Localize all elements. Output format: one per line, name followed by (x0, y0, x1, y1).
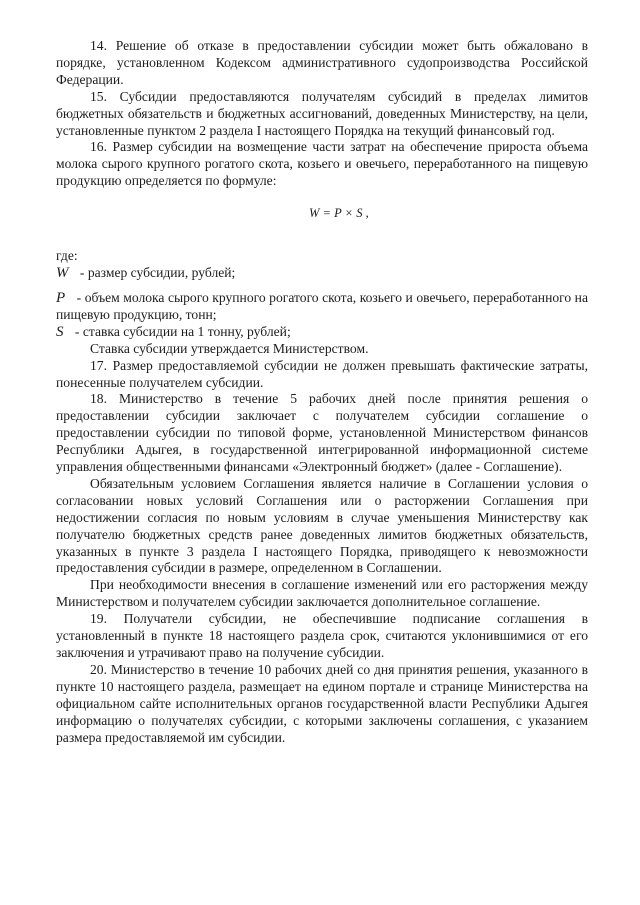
paragraph-17: 17. Размер предоставляемой субсидии не должен превышать фактические затраты, понесенные получателем субсидии. (56, 357, 588, 390)
variable-p-text: - объем молока сырого крупного рогатого скота, козьего и овечьего, переработанного на пищевую продукцию, тонн; (56, 289, 588, 322)
rate-note: Ставка субсидии утверждается Министерством. (90, 340, 369, 356)
variable-w-definition (56, 265, 588, 282)
paragraph-18-condition: Обязательным условием Соглашения является наличие в Соглашении условия о согласовании новых условий Соглашения или о расторжении Соглашения при недостижении согласия по новым условиям в случае уменьшения Министерству как получателю бюджетных средств ранее доведенных лимитов бюджетных обязательств, указанных в пункте 3 раздела I настоящего Порядка, приводящего к невозможности предоставления субсидии в размере, определенном в Соглашении. (56, 475, 588, 576)
variable-p-symbol: P (56, 289, 66, 306)
paragraph-16: 16. Размер субсидии на возмещение части затрат на обеспечение прироста объема молока сырого крупного рогатого скота, козьего и овечьего, переработанного на пищевую продукцию определяется по формуле: (56, 139, 588, 189)
paragraph-20: 20. Министерство в течение 10 рабочих дней со дня принятия решения, указанного в пункте 10 настоящего раздела, размещает на едином портале и странице Министерства на официальном сайте исполнительных органов государственной власти Республики Адыгея информацию о получателях субсидии, с которыми заключены соглашения, с указанием размера предоставляемой им субсидии. (56, 661, 588, 745)
variable-s-symbol: S (56, 323, 64, 340)
variable-s-text: - ставка субсидии на 1 тонну, рублей; (74, 323, 291, 339)
document-body (56, 38, 588, 746)
variable-s-definition (56, 324, 588, 341)
variable-w-text: - размер субсидии, рублей; (79, 265, 236, 281)
paragraph-14: 14. Решение об отказе в предоставлении субсидии может быть обжаловано в порядке, установленном Кодексом административного судопроизводства Российской Федерации. (56, 38, 588, 87)
where-label: где: (56, 248, 78, 264)
paragraph-18-amendment: При необходимости внесения в соглашение изменений или его расторжения между Министерством и получателем субсидии заключается дополнительное соглашение. (56, 577, 588, 610)
variable-w-symbol: W (56, 265, 69, 282)
paragraph-15: 15. Субсидии предоставляются получателям субсидий в пределах лимитов бюджетных обязательств и бюджетных ассигнований, доведенных Министерству, на цели, установленные пунктом 2 раздела I настоящего Порядка на текущий финансовый год. (56, 88, 588, 138)
paragraph-19: 19. Получатели субсидии, не обеспечившие подписание соглашения в установленный в пункте 18 настоящего раздела срок, считаются уклонившимися от его заключения и утрачивают право на получение субсидии. (56, 611, 588, 660)
variable-p-definition (56, 290, 588, 324)
subsidy-formula: W = P × S , (309, 206, 369, 221)
paragraph-18: 18. Министерство в течение 5 рабочих дней после принятия решения о предоставлении субсидии заключает с получателем субсидии соглашение о предоставлении субсидии по типовой форме, установленной Министерством финансов Республики Адыгея, в государственной интегрированной информационной системе управления общественными финансами «Электронный бюджет» (далее - Соглашение). (56, 391, 588, 475)
